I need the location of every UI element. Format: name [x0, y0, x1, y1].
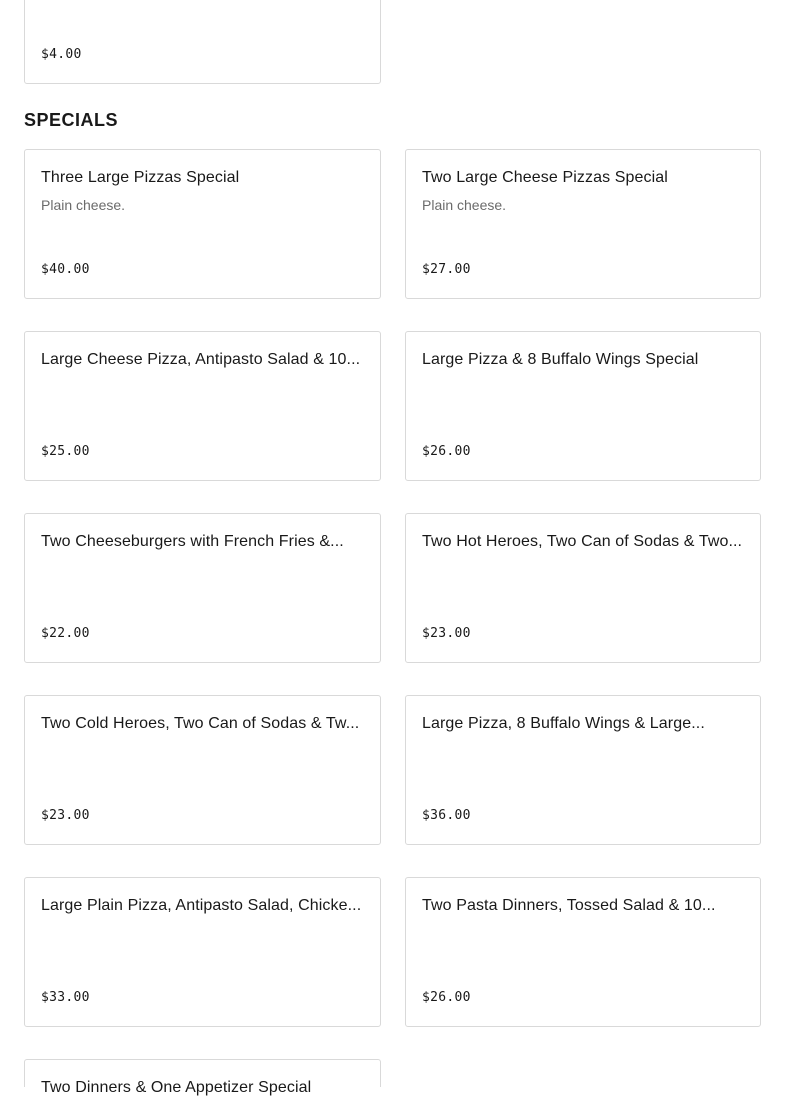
menu-item-card[interactable]: [24, 149, 381, 299]
menu-item-card[interactable]: [405, 513, 761, 663]
item-price: $26.00: [422, 444, 471, 459]
item-price: $4.00: [41, 47, 82, 62]
item-name: Large Pizza, 8 Buffalo Wings & Large...: [422, 715, 705, 732]
menu-item-card[interactable]: [24, 331, 381, 481]
item-price: $26.00: [422, 990, 471, 1005]
item-description: Plain cheese.: [422, 197, 507, 213]
item-name: Two Hot Heroes, Two Can of Sodas & Two...: [422, 533, 743, 550]
item-price: $25.00: [41, 444, 90, 459]
item-price: $40.00: [41, 262, 90, 277]
menu-item-card[interactable]: [24, 1059, 381, 1096]
item-description: Plain cheese.: [41, 197, 126, 213]
item-price: $23.00: [41, 808, 90, 823]
item-name: Two Pasta Dinners, Tossed Salad & 10...: [422, 897, 716, 914]
menu-item-card[interactable]: [405, 331, 761, 481]
menu-item-card[interactable]: [24, 513, 381, 663]
item-name: Two Cold Heroes, Two Can of Sodas & Tw...: [41, 715, 360, 732]
item-price: $33.00: [41, 990, 90, 1005]
menu-item-card[interactable]: [24, 0, 381, 84]
item-price: $36.00: [422, 808, 471, 823]
item-name: Two Large Cheese Pizzas Special: [422, 169, 668, 186]
item-name: Two Cheeseburgers with French Fries &...: [41, 533, 344, 550]
menu-item-card[interactable]: [405, 877, 761, 1027]
item-price: $22.00: [41, 626, 90, 641]
menu-item-card[interactable]: [405, 149, 761, 299]
item-name: Large Pizza & 8 Buffalo Wings Special: [422, 351, 699, 368]
item-name: Large Cheese Pizza, Antipasto Salad & 10...: [41, 351, 361, 368]
menu-item-card[interactable]: [405, 695, 761, 845]
item-name: Two Dinners & One Appetizer Special: [41, 1079, 312, 1096]
item-price: $27.00: [422, 262, 471, 277]
item-name: Large Plain Pizza, Antipasto Salad, Chicke...: [41, 897, 362, 914]
item-price: $23.00: [422, 626, 471, 641]
section-heading-specials: SPECIALS: [24, 110, 119, 130]
menu-item-card[interactable]: [24, 695, 381, 845]
item-name: Three Large Pizzas Special: [41, 169, 240, 186]
menu-item-card[interactable]: [24, 877, 381, 1027]
